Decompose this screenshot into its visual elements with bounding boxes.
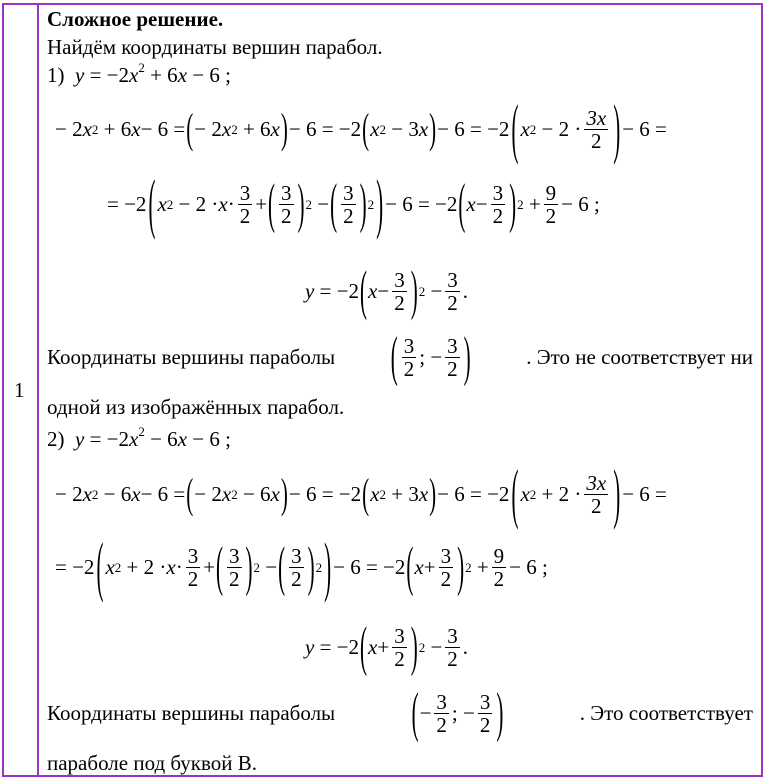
case1-header: 1) $y = -2x^2 + 6x - 6$ ;	[47, 60, 231, 87]
case1-result: y = −2 ( x − $\frac{3}{2}$ ) 2 − $\frac{3}{2}$ .	[305, 259, 469, 322]
solution-title: Сложное решение.	[47, 7, 224, 31]
case1-equation-2: = −2 ( x 2 − 2 · x · $\frac{3}{2}$ + ( $\frac{3}{2}$ ) 2 − ( $\frac{3}{2}$ ) 2 ) − 6 = −2 ( x − $\frac{3}{2}$ ) 2 + $\frac{9}{2}$ − 6 ;	[107, 164, 600, 242]
case2-result: y = −2 ( x + $\frac{3}{2}$ ) 2 − $\frac{3}{2}$ .	[305, 615, 469, 678]
case1-equation-1: − 2 x 2 + 6 x − 6 = ( − 2 x 2 + 6 x ) − 6 = −2 ( x 2 − 3 x ) − 6 = −2 ( x 2 − 2 · $\frac{3x}{2}$ ) − 6 =	[55, 89, 667, 167]
case2-header: 2) $y = -2x^2 - 6x - 6$ ;	[47, 424, 231, 451]
case2-equation-1: − 2 x 2 − 6 x − 6 = ( − 2 x 2 − 6 x ) − 6 = −2 ( x 2 + 3 x ) − 6 = −2 ( x 2 + 2 · $\frac{3x}{2}$ ) − 6 =	[55, 454, 667, 532]
case1-conclusion: одной из изображённых парабол.	[47, 395, 345, 419]
row-number: 1	[14, 378, 25, 402]
case1-vertex-text: Координаты вершины параболы ( $\frac{3}{2}$ ; − $\frac{3}{2}$ ) . Это не соответствует ни	[47, 325, 753, 388]
column-divider	[37, 3, 39, 777]
case2-conclusion: параболе под буквой В.	[47, 751, 258, 775]
case2-equation-2: = −2 ( x 2 + 2 · x · $\frac{3}{2}$ + ( $\frac{3}{2}$ ) 2 − ( $\frac{3}{2}$ ) 2 ) − 6 = −2 ( x + $\frac{3}{2}$ ) 2 + $\frac{9}{2}$ − 6 ;	[55, 527, 548, 605]
case2-vertex-text: Координаты вершины параболы ( − $\frac{3}{2}$ ; − $\frac{3}{2}$ ) . Это соответствует	[47, 681, 753, 744]
intro-text: Найдём координаты вершин парабол.	[47, 35, 383, 59]
